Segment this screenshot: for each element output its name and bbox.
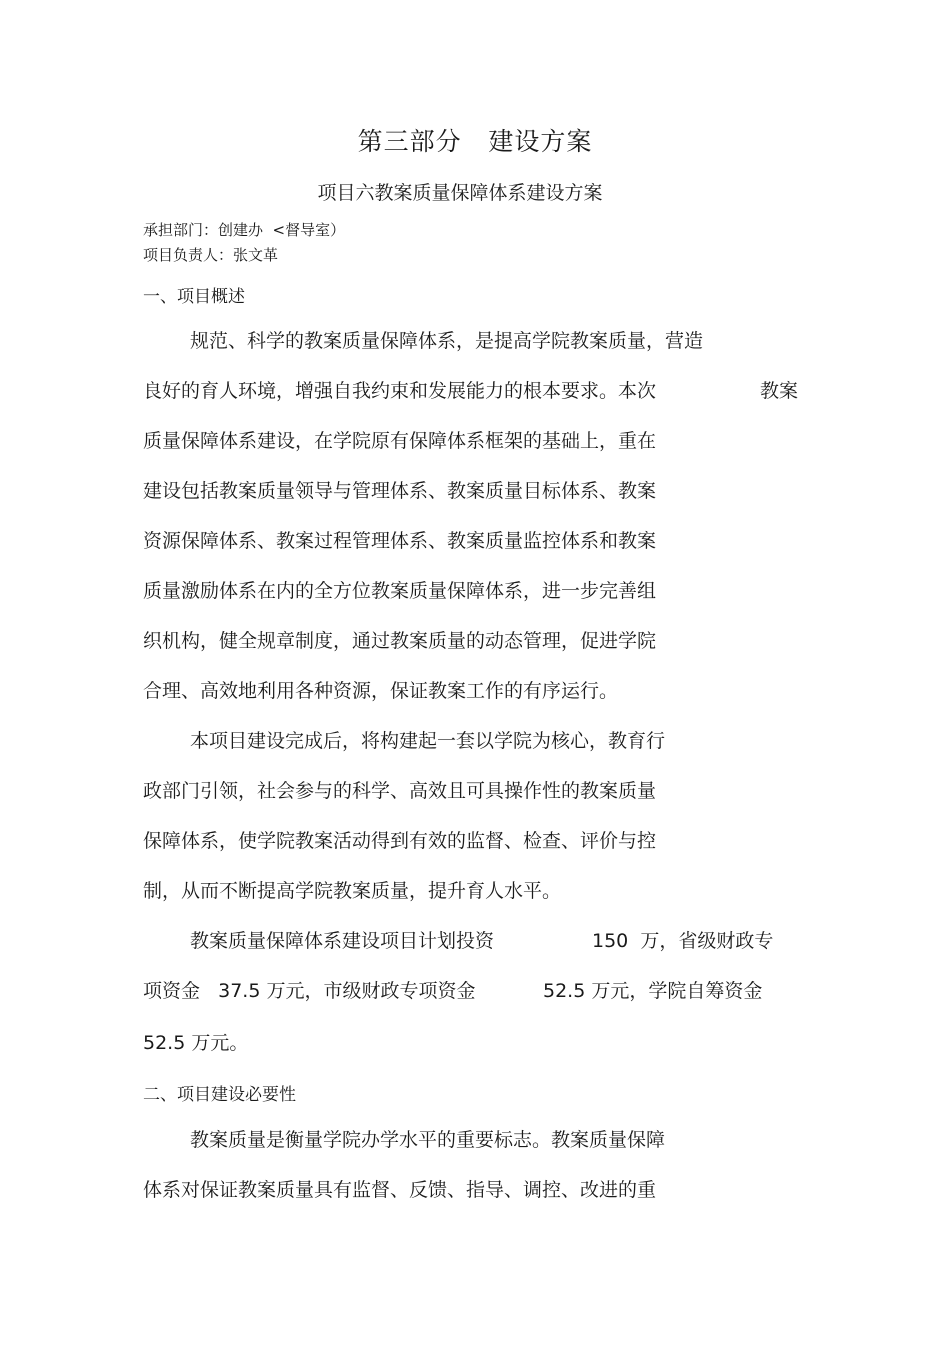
paragraph-line: 质量保障体系建设，在学院原有保障体系框架的基础上，重在	[143, 430, 657, 452]
paragraph-line: 资源保障体系、教案过程管理体系、教案质量监控体系和教案	[143, 530, 657, 552]
paragraph-line: 良好的育人环境，增强自我约束和发展能力的根本要求。本次	[143, 380, 657, 402]
document-title: 第三部分 建设方案	[357, 127, 593, 156]
paragraph-line: 政部门引领，社会参与的科学、高效且可具操作性的教案质量	[143, 780, 657, 802]
paragraph-line: 教案质量保障体系建设项目计划投资	[190, 930, 495, 952]
paragraph-line: 保障体系，使学院教案活动得到有效的监督、检查、评价与控	[143, 830, 657, 852]
section1-heading: 一、项目概述	[143, 287, 245, 307]
leader-line: 项目负责人：张文革	[143, 246, 279, 264]
paragraph-line: 织机构，健全规章制度，通过教案质量的动态管理，促进学院	[143, 630, 657, 652]
paragraph-line-tail: 教案	[760, 380, 799, 402]
paragraph-line: 52.5 万元。	[143, 1032, 249, 1054]
paragraph-line: 教案质量是衡量学院办学水平的重要标志。教案质量保障	[190, 1129, 666, 1151]
paragraph-line: 规范、科学的教案质量保障体系，是提高学院教案质量，营造	[190, 330, 704, 352]
paragraph-line: 合理、高效地利用各种资源，保证教案工作的有序运行。	[143, 680, 619, 702]
paragraph-line: 体系对保证教案质量具有监督、反馈、指导、调控、改进的重	[143, 1179, 657, 1201]
department-line: 承担部门：创建办 <督导室）	[143, 221, 346, 239]
paragraph-line: 本项目建设完成后，将构建起一套以学院为核心，教育行	[190, 730, 666, 752]
paragraph-line: 52.5 万元，学院自筹资金	[543, 980, 763, 1002]
section2-heading: 二、项目建设必要性	[143, 1085, 296, 1105]
document-subtitle: 项目六教案质量保障体系建设方案	[317, 182, 603, 204]
paragraph-line: 制，从而不断提高学院教案质量，提升育人水平。	[143, 880, 562, 902]
paragraph-line: 建设包括教案质量领导与管理体系、教案质量目标体系、教案	[143, 480, 657, 502]
paragraph-line: 项资金 37.5 万元，市级财政专项资金	[143, 980, 476, 1002]
paragraph-line: 150 万，省级财政专	[592, 930, 774, 952]
paragraph-line: 质量激励体系在内的全方位教案质量保障体系，进一步完善组	[143, 580, 657, 602]
